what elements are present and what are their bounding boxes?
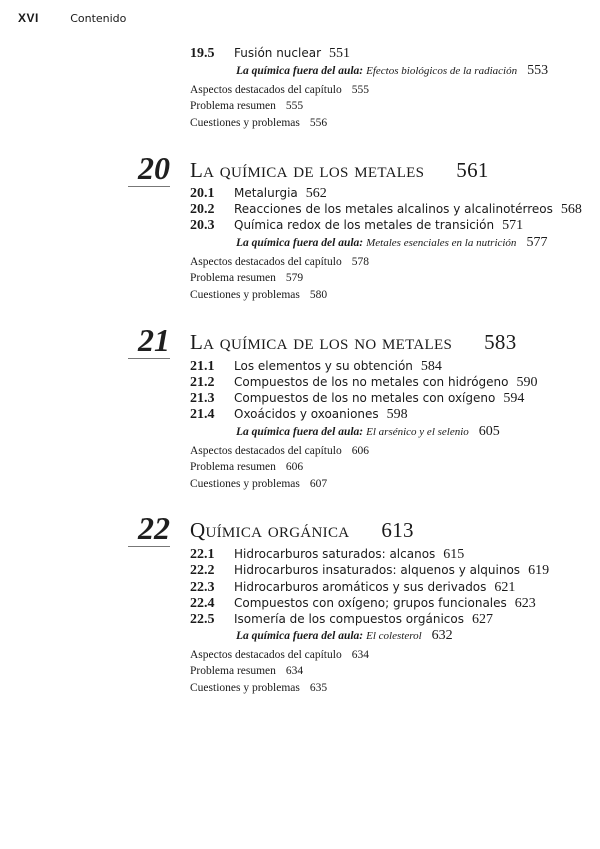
feature-title: Metales esenciales en la nutrición xyxy=(366,237,517,249)
misc-label: Cuestiones y problemas xyxy=(190,682,300,694)
chapter-title-text: Química orgánica xyxy=(190,518,350,542)
section-entry xyxy=(190,374,538,391)
chapter-title xyxy=(190,330,517,354)
section-number: 20.3 xyxy=(190,218,215,233)
section-number: 22.1 xyxy=(190,547,215,562)
chapter-rule xyxy=(128,546,170,547)
section-entry xyxy=(190,579,515,596)
section-title: Reacciones de los metales alcalinos y alcalinotérreos xyxy=(234,202,553,216)
section-entry xyxy=(190,45,350,62)
misc-label: Aspectos destacados del capítulo xyxy=(190,256,342,268)
misc-page: 634 xyxy=(285,665,304,677)
section-number: 21.3 xyxy=(190,391,215,406)
section-entry xyxy=(190,217,523,234)
feature-label: La química fuera del aula: xyxy=(236,426,364,438)
misc-label: Cuestiones y problemas xyxy=(190,478,300,490)
feature-label: La química fuera del aula: xyxy=(236,630,364,642)
misc-page: 555 xyxy=(351,84,369,96)
feature-title: El arsénico y el selenio xyxy=(366,426,469,438)
section-page: 551 xyxy=(329,46,351,61)
misc-page: 607 xyxy=(309,478,328,490)
misc-page: 555 xyxy=(285,100,304,112)
section-title: Fusión nuclear xyxy=(234,46,322,60)
feature-page: 577 xyxy=(526,235,548,250)
misc-entry xyxy=(190,444,369,458)
section-title: Metalurgia xyxy=(234,186,298,200)
feature-page: 632 xyxy=(431,628,453,643)
misc-label: Aspectos destacados del capítulo xyxy=(190,445,342,457)
section-number: 22.2 xyxy=(190,563,215,578)
section-title: Oxoácidos y oxoaniones xyxy=(234,407,379,421)
feature-label: La química fuera del aula: xyxy=(236,65,364,77)
misc-entry xyxy=(190,83,369,97)
chapter-number: 21 xyxy=(138,322,170,358)
section-page: 619 xyxy=(528,563,550,578)
misc-label: Aspectos destacados del capítulo xyxy=(190,649,342,661)
feature-label: La química fuera del aula: xyxy=(236,237,364,249)
misc-page: 556 xyxy=(309,117,328,129)
section-page: 571 xyxy=(502,218,524,233)
section-entry xyxy=(190,185,327,202)
feature-entry xyxy=(236,62,548,79)
section-title: Hidrocarburos aromáticos y sus derivados xyxy=(234,580,487,594)
section-number: 21.1 xyxy=(190,359,215,374)
misc-entry xyxy=(190,288,327,302)
misc-label: Problema resumen xyxy=(190,461,276,473)
chapter-number: 22 xyxy=(138,510,170,546)
section-entry xyxy=(190,201,582,218)
misc-entry xyxy=(190,271,303,285)
misc-page: 606 xyxy=(285,461,304,473)
misc-page: 606 xyxy=(351,445,369,457)
misc-label: Problema resumen xyxy=(190,100,276,112)
misc-entry xyxy=(190,664,303,678)
misc-entry xyxy=(190,99,303,113)
misc-label: Cuestiones y problemas xyxy=(190,117,300,129)
misc-entry xyxy=(190,460,303,474)
section-title: Hidrocarburos saturados: alcanos xyxy=(234,547,436,561)
section-title: Química redox de los metales de transición xyxy=(234,218,495,232)
misc-entry xyxy=(190,116,327,130)
page-folio: XVI xyxy=(18,11,39,25)
chapter-title xyxy=(190,518,414,542)
misc-entry xyxy=(190,255,369,269)
misc-page: 580 xyxy=(309,289,328,301)
section-page: 590 xyxy=(516,375,538,390)
section-number: 22.5 xyxy=(190,612,215,627)
feature-entry xyxy=(236,423,500,440)
section-number: 22.4 xyxy=(190,596,215,611)
section-page: 594 xyxy=(503,391,525,406)
misc-page: 578 xyxy=(351,256,369,268)
misc-label: Problema resumen xyxy=(190,272,276,284)
section-page: 623 xyxy=(514,596,536,611)
misc-page: 579 xyxy=(285,272,304,284)
feature-entry xyxy=(236,627,453,644)
section-title: Compuestos con oxígeno; grupos funcionales xyxy=(234,596,507,610)
section-title: Compuestos de los no metales con oxígeno xyxy=(234,391,496,405)
chapter-rule xyxy=(128,186,170,187)
misc-entry xyxy=(190,477,327,491)
section-page: 621 xyxy=(494,580,516,595)
section-title: Hidrocarburos insaturados: alquenos y alquinos xyxy=(234,563,521,577)
section-entry xyxy=(190,562,549,579)
chapter-page: 613 xyxy=(381,518,414,542)
section-title: Isomería de los compuestos orgánicos xyxy=(234,612,464,626)
misc-entry xyxy=(190,648,369,662)
page-header xyxy=(18,11,126,25)
section-number: 19.5 xyxy=(190,46,215,61)
section-page: 615 xyxy=(443,547,465,562)
section-number: 21.4 xyxy=(190,407,215,422)
feature-entry xyxy=(236,234,547,251)
section-page: 627 xyxy=(471,612,493,627)
section-entry xyxy=(190,390,524,407)
section-page: 598 xyxy=(386,407,408,422)
chapter-rule xyxy=(128,358,170,359)
misc-label: Aspectos destacados del capítulo xyxy=(190,84,342,96)
section-page: 584 xyxy=(420,359,442,374)
chapter-page: 583 xyxy=(484,330,517,354)
feature-page: 605 xyxy=(478,424,500,439)
misc-label: Cuestiones y problemas xyxy=(190,289,300,301)
misc-label: Problema resumen xyxy=(190,665,276,677)
chapter-title xyxy=(190,158,489,182)
section-title: Los elementos y su obtención xyxy=(234,359,413,373)
section-number: 22.3 xyxy=(190,580,215,595)
running-title: Contenido xyxy=(70,12,127,25)
chapter-title-text: La química de los no metales xyxy=(190,330,453,354)
section-entry xyxy=(190,546,464,563)
section-page: 568 xyxy=(560,202,582,217)
feature-title: Efectos biológicos de la radiación xyxy=(366,65,518,77)
chapter-page: 561 xyxy=(456,158,489,182)
section-number: 20.2 xyxy=(190,202,215,217)
section-entry xyxy=(190,358,442,375)
section-entry xyxy=(190,406,408,423)
misc-entry xyxy=(190,681,327,695)
section-number: 21.2 xyxy=(190,375,215,390)
chapter-number: 20 xyxy=(138,150,170,186)
section-entry xyxy=(190,595,536,612)
chapter-title-text: La química de los metales xyxy=(190,158,425,182)
section-number: 20.1 xyxy=(190,186,215,201)
misc-page: 634 xyxy=(351,649,369,661)
misc-page: 635 xyxy=(309,682,328,694)
section-page: 562 xyxy=(305,186,327,201)
section-entry xyxy=(190,611,493,628)
feature-title: El colesterol xyxy=(366,630,422,642)
feature-page: 553 xyxy=(527,63,549,78)
section-title: Compuestos de los no metales con hidrógeno xyxy=(234,375,509,389)
